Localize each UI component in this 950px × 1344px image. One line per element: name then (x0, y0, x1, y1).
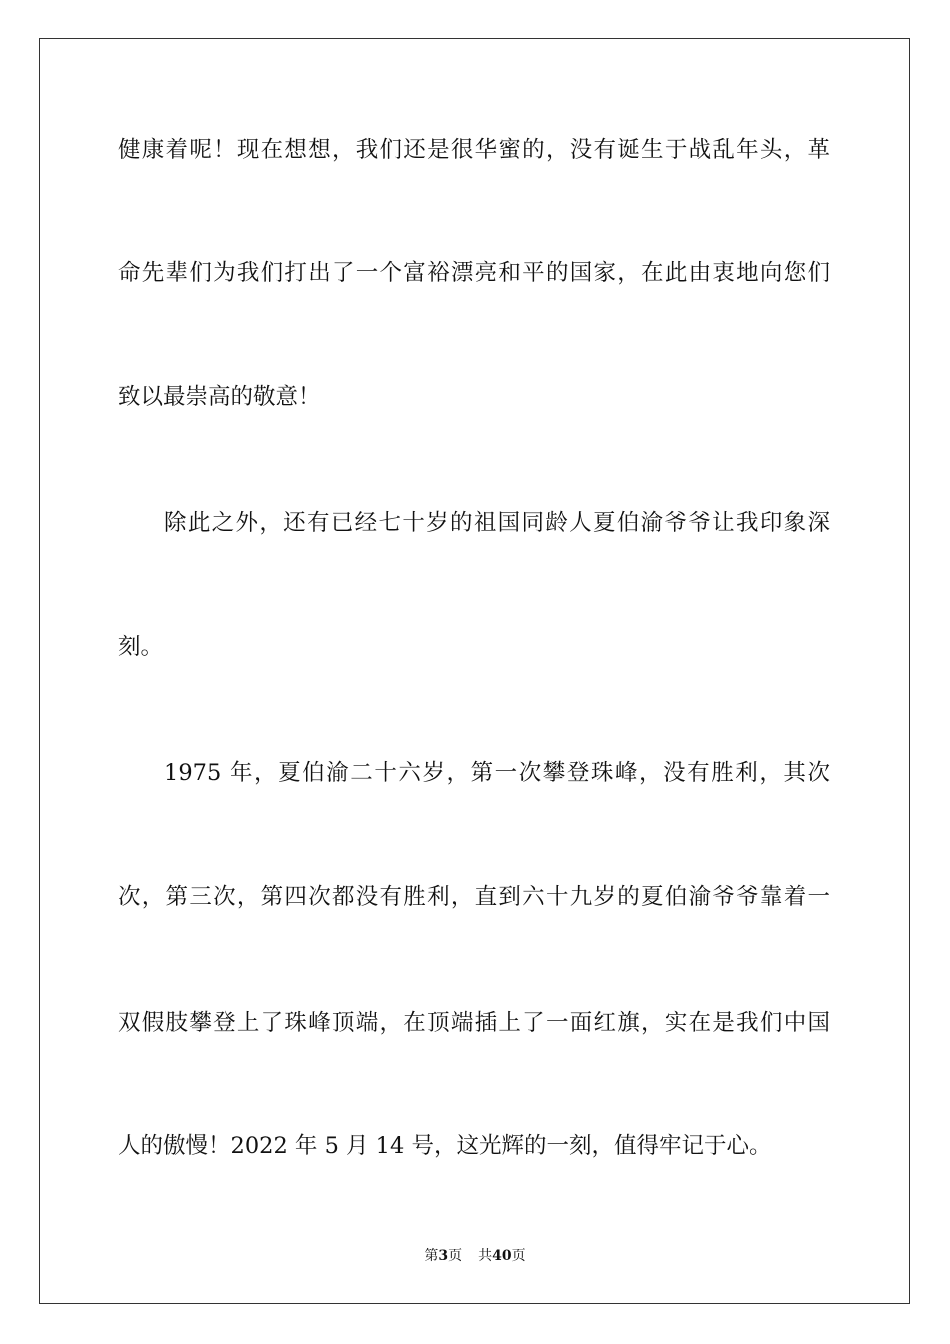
paragraph-first-line: 1975 年，夏伯渝二十六岁，第一次攀登珠峰，没有胜利，其次 (164, 760, 830, 786)
footer-page-number: 3 (438, 1248, 449, 1264)
footer-total-prefix: 共 (478, 1248, 493, 1264)
body-text-line: 双假肢攀登上了珠峰顶端，在顶端插上了一面红旗，实在是我们中国 (118, 1010, 830, 1036)
paragraph-first-line: 除此之外，还有已经七十岁的祖国同龄人夏伯渝爷爷让我印象深 (164, 510, 830, 536)
body-text-line: 次，第三次，第四次都没有胜利，直到六十九岁的夏伯渝爷爷靠着一 (118, 884, 830, 910)
footer-page-suffix: 页 (448, 1248, 463, 1264)
footer-page-prefix: 第 (424, 1248, 439, 1264)
body-text-line: 致以最崇高的敬意！ (118, 384, 321, 410)
body-text-line: 刻。 (118, 634, 164, 660)
footer-total-pages: 40 (492, 1248, 512, 1264)
body-text-line: 人的傲慢！2022 年 5 月 14 号，这光辉的一刻，值得牢记于心。 (118, 1133, 772, 1159)
footer-total-suffix: 页 (511, 1248, 526, 1264)
body-text-line: 命先辈们为我们打出了一个富裕漂亮和平的国家，在此由衷地向您们 (118, 260, 830, 286)
page-footer (0, 1246, 950, 1266)
page-frame (39, 38, 910, 1304)
body-text-line: 健康着呢！现在想想，我们还是很华蜜的，没有诞生于战乱年头，革 (118, 137, 830, 163)
